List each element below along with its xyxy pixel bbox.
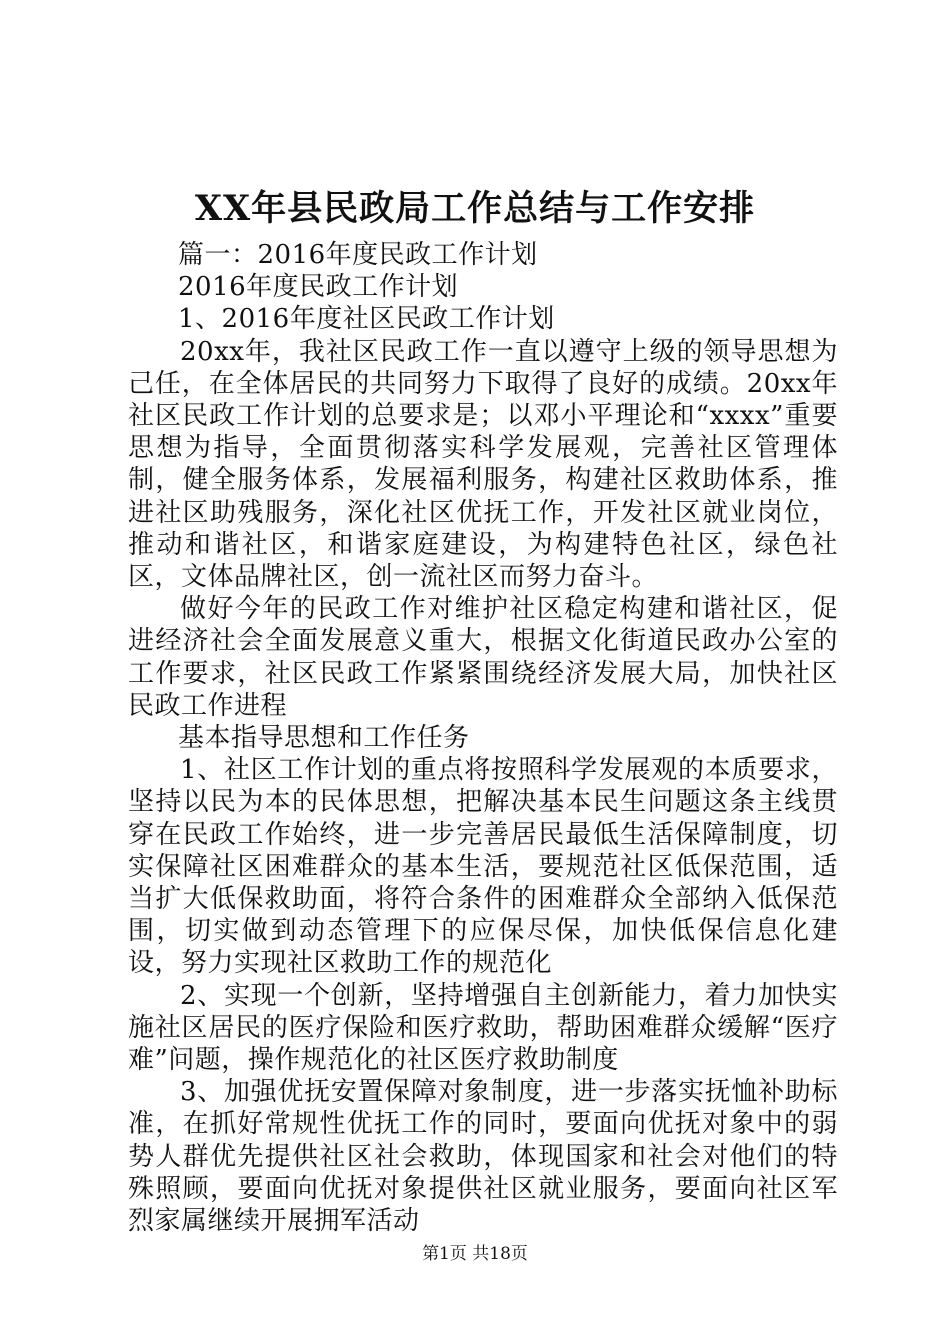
document-title: XX年县民政局工作总结与工作安排 <box>194 188 756 229</box>
page-number-footer: 第1页 共18页 <box>422 1244 528 1264</box>
section-heading: 基本指导思想和工作任务 <box>178 723 470 754</box>
subsection-heading: 1、2016年度社区民政工作计划 <box>178 304 555 335</box>
chapter-heading: 篇一：2016年度民政工作计划 <box>178 240 538 270</box>
list-item: 1、社区工作计划的重点将按照科学发展观的本质要求，坚持以民为本的民体思想，把解决基本民生问题这条主线贯穿在民政工作始终，进一步完善居民最低生活保障制度，切实保障社区困难群众的基本生活，要规范社区低保范围，适当扩大低保救助面，将符合条件的困难群众全部纳入低保范围，切实做到动态管理下的应保尽保，加快低保信息化建设，努力实现社区救助工作的规范化 <box>128 755 838 979</box>
list-item: 3、加强优抚安置保障对象制度，进一步落实抚恤补助标准，在抓好常规性优抚工作的同时，要面向优抚对象中的弱势人群优先提供社区社会救助，体现国家和社会对他们的特殊照顾，要面向优抚对象提供社区就业服务，要面向社区军烈家属继续开展拥军活动 <box>128 1077 838 1237</box>
plan-heading: 2016年度民政工作计划 <box>178 272 459 303</box>
paragraph: 20xx年，我社区民政工作一直以遵守上级的领导思想为己任，在全体居民的共同努力下取得了良好的成绩。20xx年社区民政工作计划的总要求是；以邓小平理论和“xxxx”重要思想为指导，全面贯彻落实科学发展观，完善社区管理体制，健全服务体系，发展福利服务，构建社区救助体系，推进社区助残服务，深化社区优抚工作，开发社区就业岗位，推动和谐社区，和谐家庭建设，为构建特色社区，绿色社区，文体品牌社区，创一流社区而努力奋斗。 <box>128 336 838 593</box>
paragraph: 做好今年的民政工作对维护社区稳定构建和谐社区，促进经济社会全面发展意义重大，根据文化街道民政办公室的工作要求，社区民政工作紧紧围绕经济发展大局，加快社区民政工作进程 <box>128 594 838 721</box>
list-item: 2、实现一个创新，坚持增强自主创新能力，着力加快实施社区居民的医疗保险和医疗救助，帮助困难群众缓解“医疗难”问题，操作规范化的社区医疗救助制度 <box>128 980 838 1076</box>
document-body <box>128 239 838 1237</box>
